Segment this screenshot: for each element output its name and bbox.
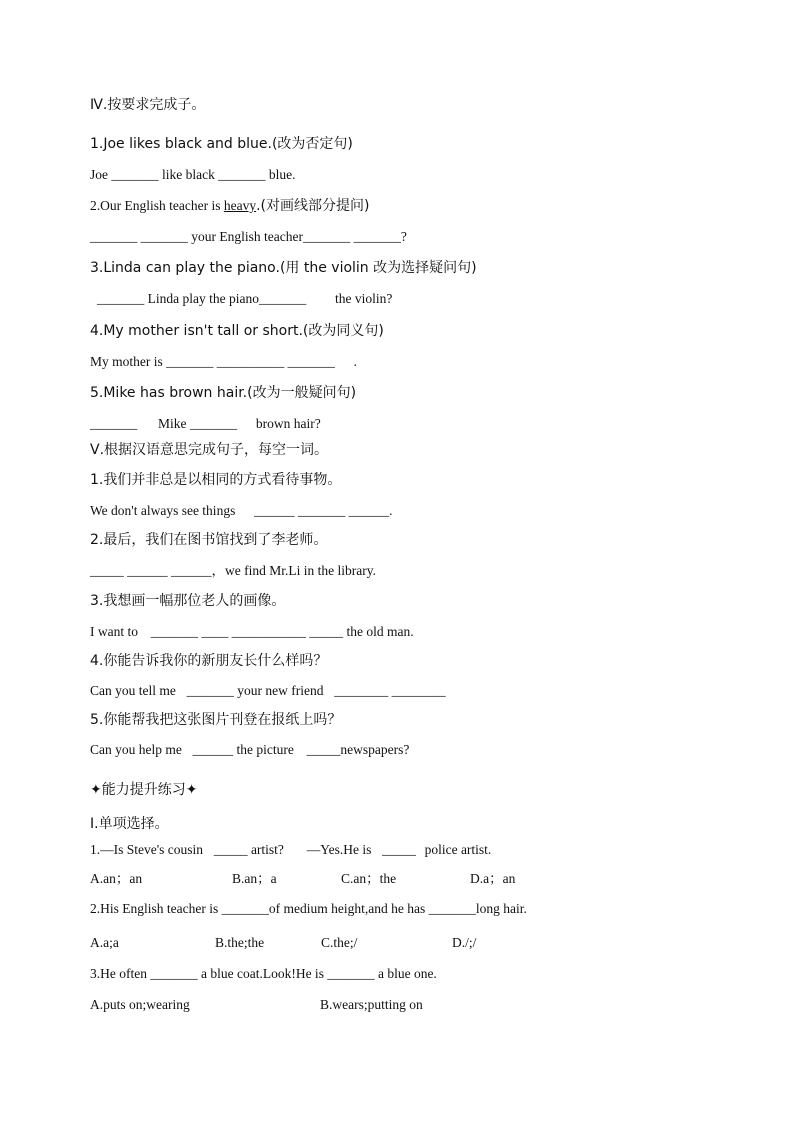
blank[interactable]: _______	[287, 354, 335, 369]
option-c[interactable]: C.an；the	[341, 871, 397, 886]
blank[interactable]: _______	[189, 416, 238, 431]
blank[interactable]: _______	[297, 503, 346, 518]
s5-q1-prompt: 1.我们并非总是以相同的方式看待事物。	[90, 472, 342, 488]
blank[interactable]: _______	[258, 291, 307, 306]
blank[interactable]: ______	[254, 503, 295, 518]
option-b[interactable]: B.wears;putting on	[320, 997, 423, 1012]
option-a[interactable]: A.puts on;wearing	[90, 997, 190, 1012]
s4-q2-prompt: 2.Our English teacher is heavy.(对画线部分提问)	[90, 198, 370, 214]
blank[interactable]: ______	[171, 563, 212, 578]
s4-q1-prompt: 1.Joe likes black and blue.(改为否定句)	[90, 136, 353, 152]
blank[interactable]: _____	[382, 842, 416, 857]
s4-q5-prompt: 5.Mike has brown hair.(改为一般疑问句)	[90, 385, 357, 401]
s5-q4-answer-line: Can you tell me _______ your new friend ________ ________	[90, 683, 446, 698]
s5-q2-prompt: 2.最后，我们在图书馆找到了李老师。	[90, 532, 328, 548]
blank[interactable]: ____	[201, 624, 229, 639]
blank[interactable]: _______	[150, 966, 198, 981]
option-d[interactable]: D./;/	[452, 935, 477, 950]
blank[interactable]: _______	[97, 291, 145, 306]
s5-q2-answer-line: _____ ______ ______，we find Mr.Li in the library.	[90, 563, 376, 578]
s1-q2-prompt: 2.His English teacher is _______of medium height,and he has _______long hair.	[90, 901, 527, 916]
blank[interactable]: _______	[428, 901, 476, 916]
s5-q3-prompt: 3.我想画一幅那位老人的画像。	[90, 593, 286, 609]
s5-q4-prompt: 4.你能告诉我你的新朋友长什么样吗？	[90, 653, 328, 669]
s5-q3-answer-line: I want to _______ ____ ___________ _____ the old man.	[90, 624, 414, 639]
section-4-title: Ⅳ.按要求完成子。	[90, 97, 206, 113]
option-a[interactable]: A.a;a	[90, 935, 119, 950]
blank[interactable]: ________	[391, 683, 446, 698]
blank[interactable]: _______	[186, 683, 234, 698]
s5-q1-answer-line: We don't always see things ______ _______ ______.	[90, 503, 393, 518]
s4-q4-answer-line: My mother is _______ __________ _______ .	[90, 354, 357, 369]
blank[interactable]: _______	[353, 229, 401, 244]
blank[interactable]: ________	[334, 683, 389, 698]
blank[interactable]: _____	[213, 842, 248, 857]
s4-q5-answer-line: _______ Mike _______ brown hair?	[90, 416, 321, 431]
blank[interactable]: _______	[327, 966, 375, 981]
blank[interactable]: _____	[90, 563, 124, 578]
blank[interactable]: ______	[127, 563, 168, 578]
s4-q2-answer-line: _______ _______ your English teacher_______ _______?	[90, 229, 407, 244]
option-c[interactable]: C.the;/	[321, 935, 358, 950]
s4-q3-prompt: 3.Linda can play the piano.(用 the violin 改为选择疑问句)	[90, 260, 477, 276]
option-b[interactable]: B.an；a	[232, 871, 277, 886]
s5-q5-prompt: 5.你能帮我把这张图片刊登在报纸上吗？	[90, 712, 342, 728]
blank[interactable]: ___________	[231, 624, 306, 639]
blank[interactable]: ______	[348, 503, 390, 518]
option-b[interactable]: B.the;the	[215, 935, 265, 950]
blank[interactable]: _______	[90, 229, 138, 244]
blank[interactable]: _______	[166, 354, 214, 369]
s1-q1-prompt: 1.—Is Steve's cousin _____ artist? —Yes.He is _____ police artist.	[90, 842, 492, 857]
blank[interactable]: _______	[302, 229, 351, 244]
blank[interactable]: _______	[221, 901, 269, 916]
blank[interactable]: _______	[150, 624, 198, 639]
blank[interactable]: _____	[309, 624, 344, 639]
blank[interactable]: ______	[192, 742, 234, 757]
blank[interactable]: _______	[111, 167, 159, 182]
section-5-title: Ⅴ.根据汉语意思完成句子，每空一词。	[90, 442, 329, 458]
blank[interactable]: _____	[306, 742, 341, 757]
underlined-word: heavy	[223, 198, 257, 213]
blank[interactable]: __________	[216, 354, 285, 369]
blank[interactable]: _______	[140, 229, 188, 244]
s5-q5-answer-line: Can you help me ______ the picture _____newspapers?	[90, 742, 410, 757]
s1-q3-prompt: 3.He often _______ a blue coat.Look!He is _______ a blue one.	[90, 966, 437, 981]
blank[interactable]: _______	[90, 416, 138, 431]
s4-q3-answer-line: _______ Linda play the piano_______ the violin?	[97, 291, 393, 306]
option-d[interactable]: D.a；an	[470, 871, 516, 886]
option-a[interactable]: A.an；an	[90, 871, 143, 886]
s4-q1-answer-line: Joe _______ like black _______ blue.	[90, 167, 296, 182]
blank[interactable]: _______	[218, 167, 266, 182]
ability-section-title: ✦能力提升练习✦	[90, 782, 198, 798]
section-1-title: Ⅰ.单项选择。	[90, 816, 169, 832]
s4-q4-prompt: 4.My mother isn't tall or short.(改为同义句)	[90, 323, 384, 339]
